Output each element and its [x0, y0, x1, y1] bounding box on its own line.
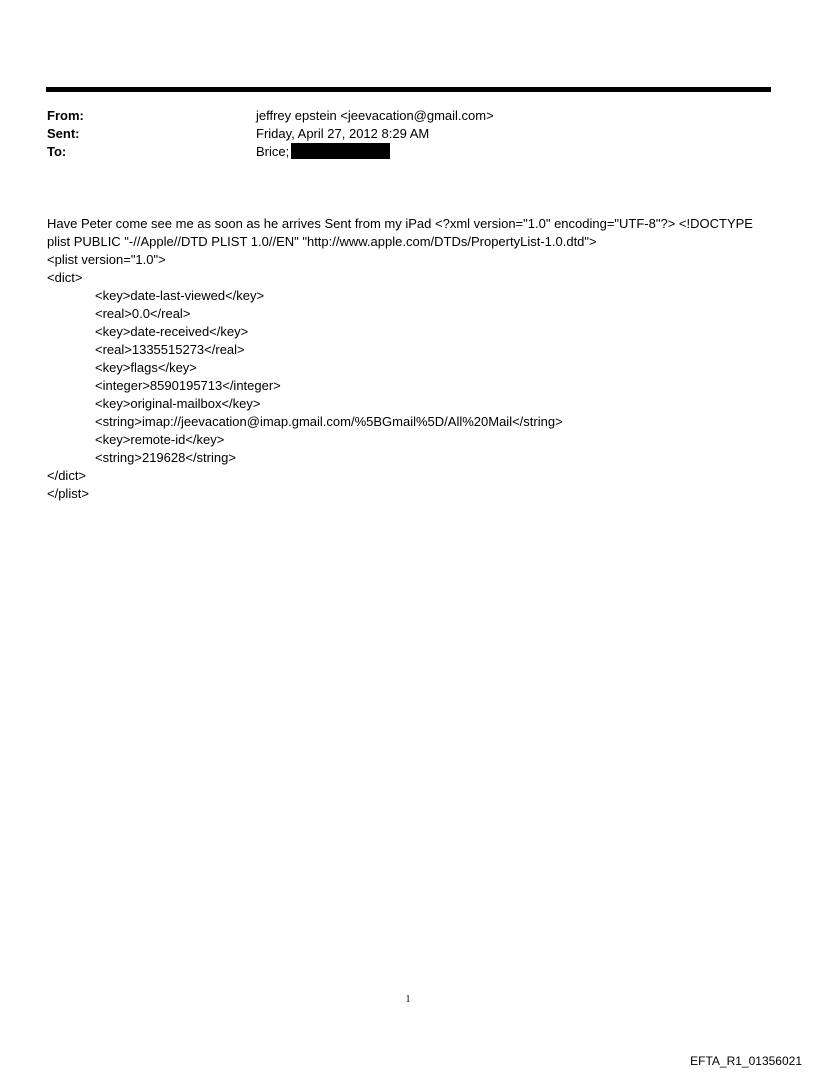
sent-label: Sent:	[47, 126, 80, 141]
body-line: <integer>8590195713</integer>	[95, 378, 281, 393]
body-line: <string>imap://jeevacation@imap.gmail.com/%5BGmail%5D/All%20Mail</string>	[95, 414, 563, 429]
body-line: <real>1335515273</real>	[95, 342, 245, 357]
body-line: <key>flags</key>	[95, 360, 197, 375]
body-line: <key>date-received</key>	[95, 324, 249, 339]
body-line: <string>219628</string>	[95, 450, 236, 465]
body-line: </dict>	[47, 468, 87, 483]
from-value: jeffrey epstein <jeevacation@gmail.com>	[256, 108, 494, 123]
redaction-box	[291, 143, 390, 159]
to-label: To:	[47, 144, 67, 159]
header-rule	[46, 87, 771, 92]
body-line: <key>original-mailbox</key>	[95, 396, 261, 411]
body-line: <key>date-last-viewed</key>	[95, 288, 265, 303]
body-line: <key>remote-id</key>	[95, 432, 225, 447]
body-line: <dict>	[47, 270, 83, 285]
body-line: Have Peter come see me as soon as he arrives Sent from my iPad <?xml version="1.0" encoding="UTF-8"?> <!DOCTYPE	[47, 216, 753, 231]
from-label: From:	[47, 108, 84, 123]
body-line: </plist>	[47, 486, 89, 501]
body-line: <plist version="1.0">	[47, 252, 166, 267]
email-body	[47, 215, 772, 503]
body-line: <real>0.0</real>	[95, 306, 191, 321]
to-value: Brice;	[256, 144, 290, 159]
to-value-wrap	[256, 143, 390, 161]
page-number: 1	[405, 994, 411, 1005]
sent-value: Friday, April 27, 2012 8:29 AM	[256, 126, 430, 141]
body-line: plist PUBLIC "-//Apple//DTD PLIST 1.0//EN" "http://www.apple.com/DTDs/PropertyList-1.0.dtd">	[47, 234, 597, 249]
document-id: EFTA_R1_01356021	[690, 1054, 802, 1068]
